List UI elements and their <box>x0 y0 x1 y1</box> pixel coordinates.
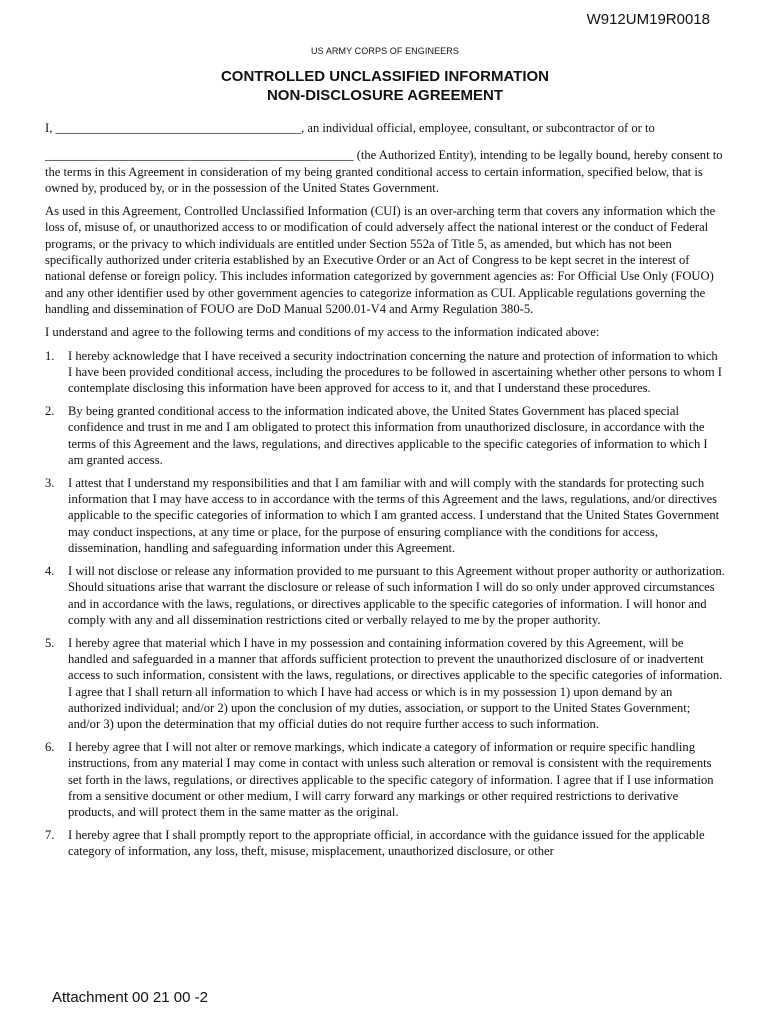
list-number: 7. <box>45 828 55 843</box>
list-number: 2. <box>45 404 55 419</box>
attachment-footer: Attachment 00 21 00 -2 <box>52 989 208 1006</box>
intro-line-1: I, _______________________________________, an individual official, employee, consultant, or subcontractor of or to <box>45 121 655 135</box>
list-item <box>45 475 725 556</box>
list-text: I will not disclose or release any information provided to me pursuant to this Agreement without proper authority or authorization. Should situations arise that warrant the disclosure or release of such information I will do so only under approved circumstances and in accordance with the laws, regulations, or directives applicable to the specific categories of information. I will honor and comply with any and all dissemination restrictions cited or verbally relayed to me by the proper authority. <box>68 563 725 627</box>
list-item <box>45 739 725 820</box>
list-text: I hereby agree that material which I have in my possession and containing information covered by this Agreement, will be handled and safeguarded in a manner that affords sufficient protection to prevent the unauthorized disclosure of or inadvertent access to such information, consistent with the laws, regulations, or directives applicable to the specific categories of information. I agree that I shall return all information to which I have had access or which is in my possession 1) upon demand by an authorized individual; and/or 2) upon the conclusion of my duties, association, or support to the United States Government; and/or 3) upon the determination that my official duties do not require further access to such information. <box>68 635 723 732</box>
list-text: I attest that I understand my responsibilities and that I am familiar with and will comply with the standards for protecting such information that I may have access to in accordance with the terms of this Agreement and the laws, regulations, and/or directives applicable to the specific categories of information to which I am granted access. I understand that the United States Government may conduct inspections, at any time or place, for the purpose of ensuring compliance with the conditions for access, dissemination, handling and safeguarding information under this Agreement. <box>68 475 720 556</box>
list-item <box>45 635 725 733</box>
list-item <box>45 348 725 397</box>
title-line-1: CONTROLLED UNCLASSIFIED INFORMATION <box>220 68 550 85</box>
list-text: I hereby acknowledge that I have received a security indoctrination concerning the nature and protection of information to which I have been provided conditional access, including the procedures to be followed in ascertaining whether other persons to whom I contemplate disclosing this information have been approved for access to it, and that I understand these procedures. <box>68 348 722 396</box>
list-number: 3. <box>45 475 55 490</box>
intro-paragraph: _________________________________________________ (the Authorized Entity), intending to be legally bound, hereby consent to the terms in this Agreement in consideration of my being granted conditional access to certain information, specified below, that is owned by, produced by, or in the possession of the United States Government. <box>45 148 723 195</box>
title-line-2: NON-DISCLOSURE AGREEMENT <box>266 87 504 104</box>
agreement-intro: I understand and agree to the following terms and conditions of my access to the information indicated above: <box>45 325 600 340</box>
list-number: 6. <box>45 740 55 755</box>
list-item <box>45 563 725 628</box>
agreement-body <box>45 120 725 866</box>
terms-list <box>45 348 725 860</box>
list-text: I hereby agree that I will not alter or remove markings, which indicate a category of information or require specific handling instructions, from any material I may come in contact with unless such alteration or removal is consistent with the requirements set forth in the laws, regulations, or directives applicable to the specific category of information. I agree that if I use information from a sensitive document or other medium, I will carry forward any markings or other required restrictions to derivative products, and will protect them in the same matter as the original. <box>68 740 714 820</box>
document-title <box>0 67 770 105</box>
cui-definition-paragraph: As used in this Agreement, Controlled Unclassified Information (CUI) is an over-arching term that covers any information which the loss of, misuse of, or unauthorized access to or modification of could adversely affect the national interest or the conduct of Federal programs, or the privacy to which individuals are entitled under Section 552a of Title 5, as amended, but which has not been specifically authorized under criteria established by an Executive Order or an Act of Congress to be kept secret in the interest of national defense or foreign policy. This includes information categorized by government agencies as: For Official Use Only (FOUO) and any other identifier used by other government agencies to categorize information as CUI. Applicable regulations governing the handling and dissemination of FOUO are DoD Manual 5200.01-V4 and Army Regulation 380-5. <box>45 204 716 316</box>
list-text: By being granted conditional access to the information indicated above, the United States Government has placed special confidence and trust in me and I am obligated to protect this information from unauthorized disclosure, in accordance with the terms of this Agreement and the laws, regulations, and directives applicable to the specific categories of information to which I am granted access. <box>68 404 708 467</box>
list-number: 1. <box>45 348 55 363</box>
agency-name: US ARMY CORPS OF ENGINEERS <box>311 46 459 56</box>
list-item <box>45 827 725 860</box>
list-number: 4. <box>45 563 55 578</box>
document-id: W912UM19R0018 <box>586 11 710 28</box>
list-number: 5. <box>45 635 55 650</box>
list-text: I hereby agree that I shall promptly report to the appropriate official, in accordance with the guidance issued for the applicable category of information, any loss, theft, misuse, misplacement, unauthorized disclosure, or other <box>68 828 705 859</box>
list-item <box>45 403 725 468</box>
